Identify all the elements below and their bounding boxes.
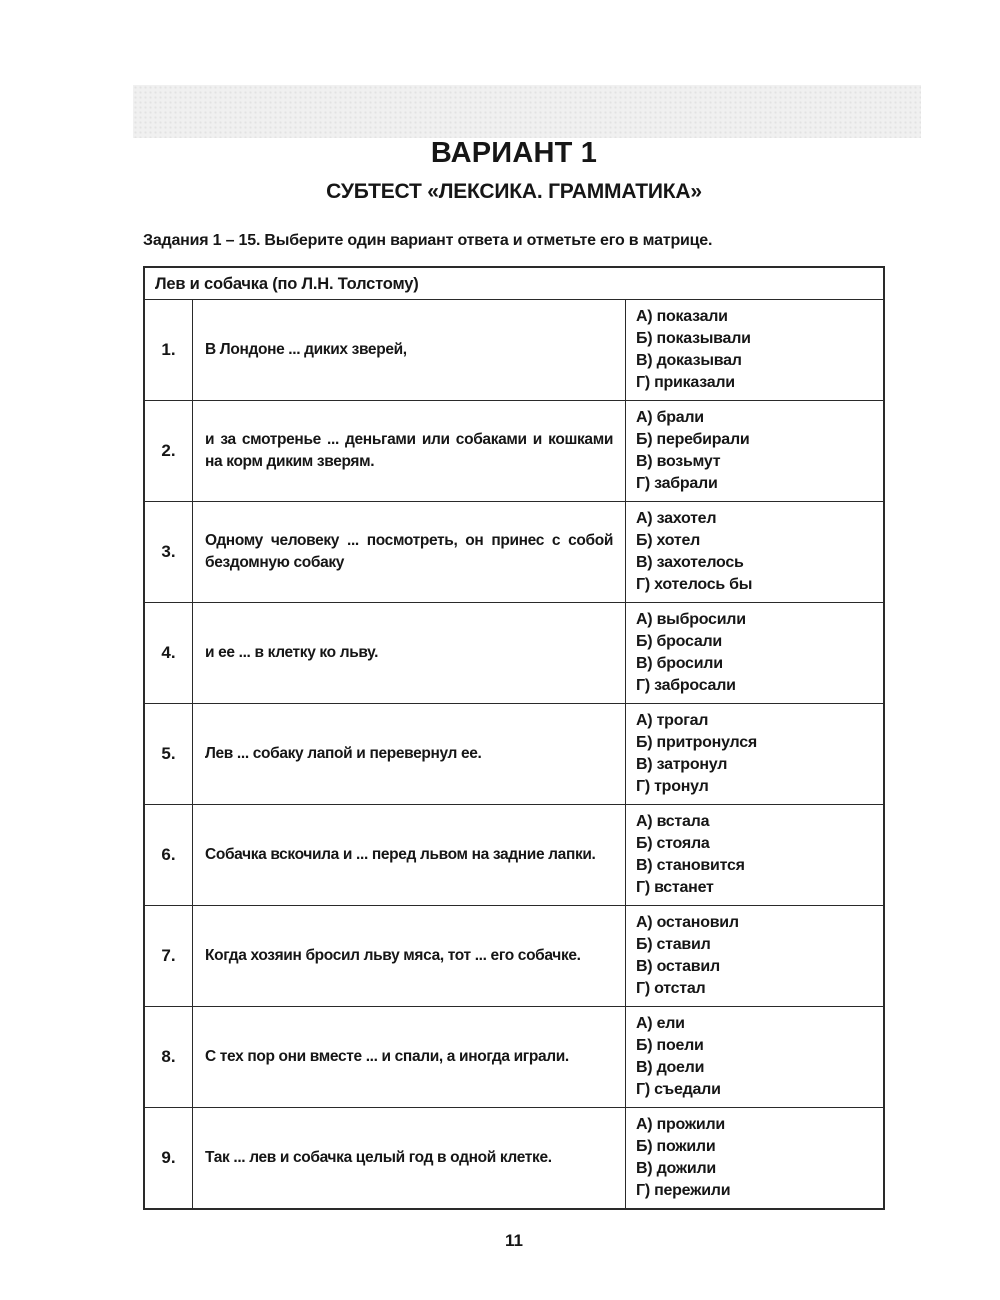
question-text-cell <box>193 603 626 703</box>
answer-options <box>626 906 883 1006</box>
question-text-cell <box>193 502 626 602</box>
answer-option-a: А) показали <box>636 308 728 325</box>
answer-option-g: Г) забросали <box>636 677 736 694</box>
page-subtitle: СУБТЕСТ «ЛЕКСИКА. ГРАММАТИКА» <box>326 180 702 203</box>
page-content <box>143 0 885 1251</box>
answer-options <box>626 300 883 400</box>
answer-option-v: В) возьмут <box>636 453 721 470</box>
question-text-cell <box>193 704 626 804</box>
question-number: 1. <box>145 300 193 400</box>
answer-option-v: В) затронул <box>636 756 728 773</box>
question-text: и за смотренье ... деньгами или собаками и кошками на корм диким зверям. <box>205 430 613 470</box>
question-text: и ее ... в клетку ко льву. <box>205 643 379 661</box>
task-instructions: Задания 1 – 15. Выберите один вариант ответа и отметьте его в матрице. <box>143 232 713 249</box>
table-row-9 <box>145 1107 883 1208</box>
question-text: Когда хозяин бросил льву мяса, тот ... его собачке. <box>205 946 581 964</box>
table-row-6 <box>145 804 883 905</box>
answer-option-b: Б) бросали <box>636 633 722 650</box>
answer-option-g: Г) хотелось бы <box>636 576 753 593</box>
answer-option-g: Г) приказали <box>636 374 735 391</box>
answer-option-v: В) захотелось <box>636 554 744 571</box>
table-row-2 <box>145 400 883 501</box>
question-number: 3. <box>145 502 193 602</box>
table-header: Лев и собачка (по Л.Н. Толстому) <box>145 268 883 300</box>
question-text: Лев ... собаку лапой и перевернул ее. <box>205 744 482 762</box>
answer-option-g: Г) тронул <box>636 778 709 795</box>
answer-options <box>626 1007 883 1107</box>
page-title: ВАРИАНТ 1 <box>430 137 598 169</box>
table-row-3 <box>145 501 883 602</box>
answer-option-b: Б) пожили <box>636 1138 716 1155</box>
table-row-1 <box>145 300 883 400</box>
answer-options <box>626 603 883 703</box>
answer-option-b: Б) ставил <box>636 936 711 953</box>
answer-option-v: В) дожили <box>636 1160 716 1177</box>
questions-table <box>143 266 885 1210</box>
question-text: В Лондоне ... диких зверей, <box>205 340 407 358</box>
table-row-4 <box>145 602 883 703</box>
answer-option-v: В) доказывал <box>636 352 742 369</box>
question-text-cell <box>193 1007 626 1107</box>
answer-option-b: Б) показывали <box>636 330 751 347</box>
table-row-7 <box>145 905 883 1006</box>
answer-option-a: А) захотел <box>636 510 717 527</box>
answer-option-b: Б) перебирали <box>636 431 750 448</box>
question-text-cell <box>193 401 626 501</box>
question-text: Одному человеку ... посмотреть, он принес с собой бездомную собаку <box>205 531 613 571</box>
question-number: 6. <box>145 805 193 905</box>
answer-option-b: Б) стояла <box>636 835 710 852</box>
answer-option-a: А) встала <box>636 813 710 830</box>
question-number: 4. <box>145 603 193 703</box>
answer-options <box>626 805 883 905</box>
answer-option-v: В) становится <box>636 857 745 874</box>
answer-option-b: Б) хотел <box>636 532 701 549</box>
answer-option-g: Г) встанет <box>636 879 714 896</box>
table-row-8 <box>145 1006 883 1107</box>
answer-option-g: Г) пережили <box>636 1182 731 1199</box>
answer-option-b: Б) притронулся <box>636 734 757 751</box>
answer-option-v: В) бросили <box>636 655 723 672</box>
question-text-cell <box>193 906 626 1006</box>
answer-option-g: Г) забрали <box>636 475 718 492</box>
answer-options <box>626 502 883 602</box>
answer-option-g: Г) отстал <box>636 980 706 997</box>
answer-options <box>626 401 883 501</box>
page-number: 11 <box>505 1231 523 1250</box>
question-number: 5. <box>145 704 193 804</box>
answer-option-a: А) ели <box>636 1015 685 1032</box>
question-text-cell <box>193 1108 626 1208</box>
question-text-cell <box>193 300 626 400</box>
answer-option-b: Б) поели <box>636 1037 704 1054</box>
answer-option-a: А) выбросили <box>636 611 746 628</box>
question-text-cell <box>193 805 626 905</box>
question-text: Собачка вскочила и ... перед львом на задние лапки. <box>205 845 596 863</box>
answer-option-a: А) брали <box>636 409 704 426</box>
table-row-5 <box>145 703 883 804</box>
question-number: 8. <box>145 1007 193 1107</box>
question-text: Так ... лев и собачка целый год в одной клетке. <box>205 1148 552 1166</box>
answer-option-a: А) остановил <box>636 914 739 931</box>
question-number: 7. <box>145 906 193 1006</box>
answer-option-g: Г) съедали <box>636 1081 721 1098</box>
answer-options <box>626 1108 883 1208</box>
answer-option-a: А) трогал <box>636 712 709 729</box>
answer-option-v: В) доели <box>636 1059 705 1076</box>
answer-option-a: А) прожили <box>636 1116 726 1133</box>
question-number: 2. <box>145 401 193 501</box>
answer-option-v: В) оставил <box>636 958 720 975</box>
question-text: С тех пор они вместе ... и спали, а иногда играли. <box>205 1047 569 1065</box>
answer-options <box>626 704 883 804</box>
question-number: 9. <box>145 1108 193 1208</box>
